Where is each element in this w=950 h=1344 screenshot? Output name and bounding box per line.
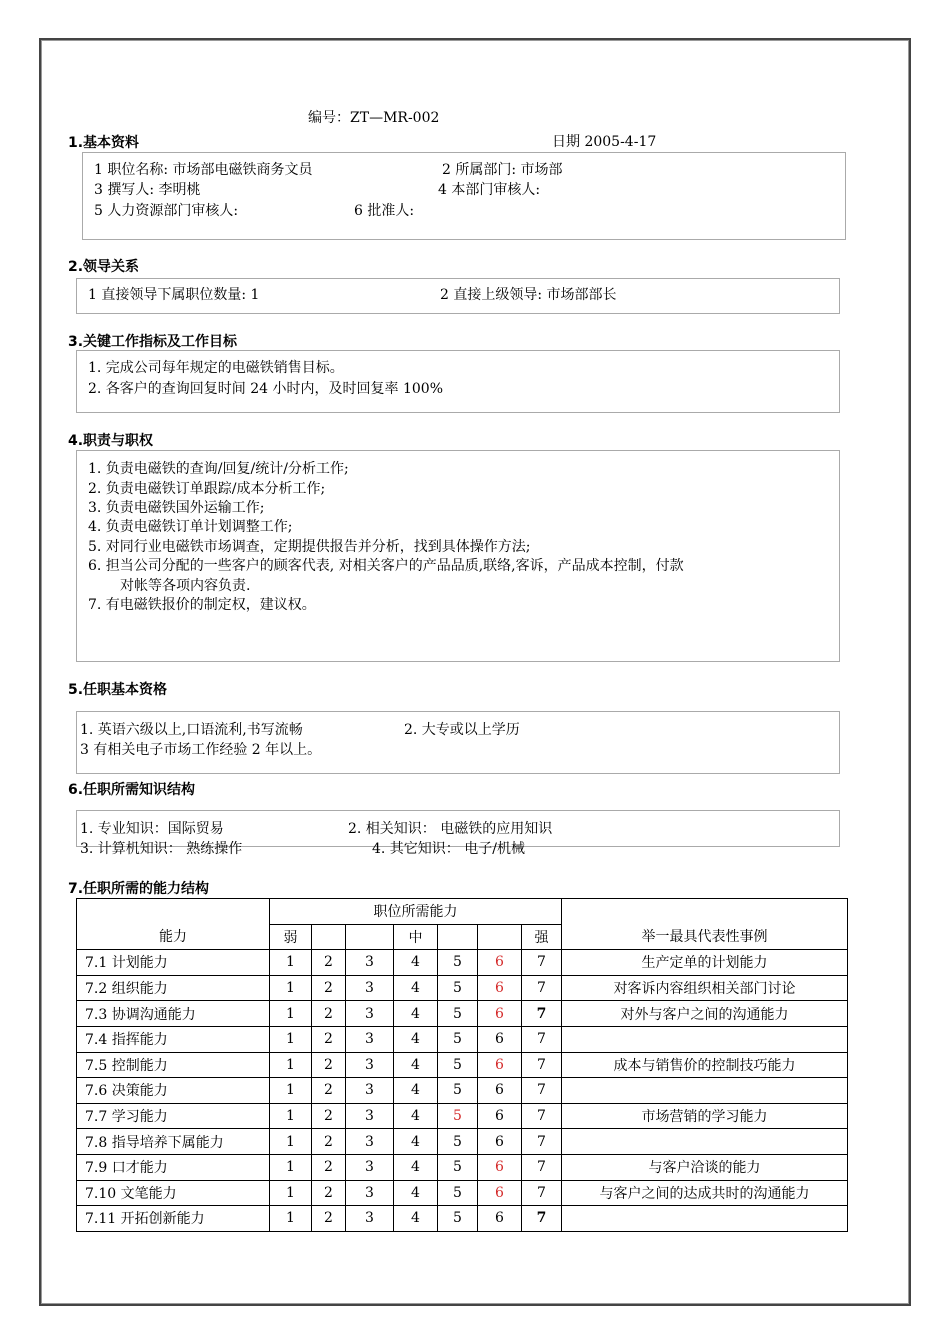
- ability-level-2: 2: [312, 1078, 346, 1104]
- duty-item: 5. 对同行业电磁铁市场调查，定期提供报告并分析，找到具体操作方法;: [88, 539, 531, 555]
- ability-level-7: 7: [522, 1154, 562, 1180]
- ability-name: 7.11 开拓创新能力: [77, 1206, 270, 1232]
- ability-level-5: 5: [438, 1129, 478, 1155]
- ability-level-3: 3: [346, 1103, 394, 1129]
- header-strong: 强: [522, 924, 562, 950]
- ability-level-1: 1: [270, 975, 312, 1001]
- ability-level-7: 7: [522, 1001, 562, 1027]
- header-blank: [438, 924, 478, 950]
- ability-row: [77, 1052, 848, 1078]
- ability-level-4: 4: [394, 1206, 438, 1232]
- ability-level-2: 2: [312, 1180, 346, 1206]
- ability-level-2: 2: [312, 950, 346, 976]
- knowledge-professional: 1. 专业知识：国际贸易: [80, 821, 224, 837]
- duty-item: 1. 负责电磁铁的查询/回复/统计/分析工作;: [88, 461, 349, 477]
- ability-level-5: 5: [438, 1078, 478, 1104]
- ability-level-5: 5: [438, 1052, 478, 1078]
- ability-level-1: 1: [270, 950, 312, 976]
- ability-row: [77, 1154, 848, 1180]
- ability-level-2: 2: [312, 1001, 346, 1027]
- ability-level-4: 4: [394, 1026, 438, 1052]
- section-1-title: 1.基本资料: [68, 135, 140, 151]
- knowledge-other: 4. 其它知识： 电子/机械: [372, 841, 525, 857]
- ability-level-3: 3: [346, 1129, 394, 1155]
- ability-level-7: 7: [522, 1129, 562, 1155]
- ability-level-6: 6: [478, 1206, 522, 1232]
- kpi-item: 1. 完成公司每年规定的电磁铁销售目标。: [88, 360, 344, 376]
- ability-level-4: 4: [394, 1154, 438, 1180]
- qualification-language: 1. 英语六级以上,口语流利,书写流畅: [80, 722, 303, 738]
- ability-name: 7.9 口才能力: [77, 1154, 270, 1180]
- ability-level-3: 3: [346, 1154, 394, 1180]
- ability-level-2: 2: [312, 1129, 346, 1155]
- ability-level-6: 6: [478, 1052, 522, 1078]
- ability-example: 与客户洽谈的能力: [562, 1154, 848, 1180]
- knowledge-related: 2. 相关知识： 电磁铁的应用知识: [348, 821, 553, 837]
- ability-level-7: 7: [522, 950, 562, 976]
- ability-level-3: 3: [346, 1026, 394, 1052]
- ability-row: [77, 1026, 848, 1052]
- direct-superior: 2 直接上级领导: 市场部部长: [440, 287, 617, 303]
- kpi-item: 2. 各客户的查询回复时间 24 小时内，及时回复率 100%: [88, 381, 443, 397]
- ability-row: [77, 1129, 848, 1155]
- ability-level-2: 2: [312, 1052, 346, 1078]
- header-blank: [478, 924, 522, 950]
- ability-level-2: 2: [312, 1026, 346, 1052]
- ability-level-1: 1: [270, 1001, 312, 1027]
- ability-example: 与客户之间的达成共时的沟通能力: [562, 1180, 848, 1206]
- ability-level-1: 1: [270, 1078, 312, 1104]
- ability-level-1: 1: [270, 1026, 312, 1052]
- ability-level-6: 6: [478, 1001, 522, 1027]
- ability-level-4: 4: [394, 1180, 438, 1206]
- ability-level-2: 2: [312, 1206, 346, 1232]
- duty-item-continuation: 对帐等各项内容负责.: [120, 578, 251, 594]
- ability-level-3: 3: [346, 1180, 394, 1206]
- ability-name: 7.7 学习能力: [77, 1103, 270, 1129]
- ability-name: 7.8 指导培养下属能力: [77, 1129, 270, 1155]
- ability-level-4: 4: [394, 975, 438, 1001]
- ability-level-7: 7: [522, 1180, 562, 1206]
- duty-item: 4. 负责电磁铁订单计划调整工作;: [88, 519, 293, 535]
- dept-reviewer: 4 本部门审核人:: [438, 182, 541, 198]
- ability-name: 7.4 指挥能力: [77, 1026, 270, 1052]
- ability-name: 7.6 决策能力: [77, 1078, 270, 1104]
- ability-level-5: 5: [438, 1103, 478, 1129]
- ability-level-1: 1: [270, 1052, 312, 1078]
- header-ability: 能力: [77, 899, 270, 950]
- ability-example: 生产定单的计划能力: [562, 950, 848, 976]
- ability-table: [76, 898, 848, 1232]
- ability-row: [77, 1001, 848, 1027]
- ability-level-5: 5: [438, 1206, 478, 1232]
- ability-level-4: 4: [394, 1103, 438, 1129]
- header-mid: 中: [394, 924, 438, 950]
- ability-level-5: 5: [438, 1180, 478, 1206]
- ability-example: [562, 1206, 848, 1232]
- ability-level-6: 6: [478, 1026, 522, 1052]
- subordinates-count: 1 直接领导下属职位数量: 1: [88, 287, 260, 303]
- ability-level-2: 2: [312, 1103, 346, 1129]
- ability-level-1: 1: [270, 1206, 312, 1232]
- section-2-title: 2.领导关系: [68, 259, 140, 275]
- ability-level-1: 1: [270, 1154, 312, 1180]
- ability-level-7: 7: [522, 1206, 562, 1232]
- hr-reviewer: 5 人力资源部门审核人:: [94, 203, 239, 219]
- ability-level-2: 2: [312, 1154, 346, 1180]
- header-required-ability: 职位所需能力: [270, 899, 562, 925]
- ability-level-7: 7: [522, 1078, 562, 1104]
- duty-item: 2. 负责电磁铁订单跟踪/成本分析工作;: [88, 481, 326, 497]
- ability-level-6: 6: [478, 975, 522, 1001]
- section-5-title: 5.任职基本资格: [68, 682, 168, 698]
- doc-number: 编号：ZT—MR-002: [308, 110, 440, 126]
- ability-example: 对外与客户之间的沟通能力: [562, 1001, 848, 1027]
- author: 3 撰写人: 李明桃: [94, 182, 201, 198]
- section-6-title: 6.任职所需知识结构: [68, 782, 196, 798]
- header-example: 举一最具代表性事例: [562, 899, 848, 950]
- ability-example: [562, 1129, 848, 1155]
- ability-row: [77, 975, 848, 1001]
- ability-level-6: 6: [478, 1180, 522, 1206]
- approver: 6 批准人:: [354, 203, 415, 219]
- header-weak: 弱: [270, 924, 312, 950]
- ability-level-5: 5: [438, 1154, 478, 1180]
- ability-level-5: 5: [438, 975, 478, 1001]
- ability-name: 7.1 计划能力: [77, 950, 270, 976]
- ability-level-5: 5: [438, 1001, 478, 1027]
- ability-name: 7.3 协调沟通能力: [77, 1001, 270, 1027]
- ability-example: 成本与销售价的控制技巧能力: [562, 1052, 848, 1078]
- ability-level-6: 6: [478, 1129, 522, 1155]
- ability-row: [77, 1078, 848, 1104]
- qualification-education: 2. 大专或以上学历: [404, 722, 520, 738]
- ability-level-4: 4: [394, 950, 438, 976]
- ability-level-6: 6: [478, 1103, 522, 1129]
- ability-level-3: 3: [346, 1052, 394, 1078]
- header-blank: [312, 924, 346, 950]
- ability-level-1: 1: [270, 1103, 312, 1129]
- section-4-title: 4.职责与职权: [68, 433, 154, 449]
- duty-item: 7. 有电磁铁报价的制定权，建议权。: [88, 597, 316, 613]
- ability-level-4: 4: [394, 1078, 438, 1104]
- ability-level-6: 6: [478, 1154, 522, 1180]
- ability-level-3: 3: [346, 950, 394, 976]
- ability-level-4: 4: [394, 1001, 438, 1027]
- ability-level-5: 5: [438, 1026, 478, 1052]
- ability-level-3: 3: [346, 1001, 394, 1027]
- ability-example: [562, 1078, 848, 1104]
- header-blank: [346, 924, 394, 950]
- section-7-title: 7.任职所需的能力结构: [68, 881, 210, 897]
- duty-item: 3. 负责电磁铁国外运输工作;: [88, 500, 265, 516]
- ability-row: [77, 950, 848, 976]
- ability-level-2: 2: [312, 975, 346, 1001]
- doc-date: 日期 2005-4-17: [552, 134, 657, 150]
- ability-level-3: 3: [346, 1206, 394, 1232]
- ability-level-4: 4: [394, 1129, 438, 1155]
- ability-level-7: 7: [522, 1103, 562, 1129]
- ability-example: 市场营销的学习能力: [562, 1103, 848, 1129]
- ability-level-7: 7: [522, 975, 562, 1001]
- ability-row: [77, 1206, 848, 1232]
- ability-level-6: 6: [478, 1078, 522, 1104]
- qualification-experience: 3 有相关电子市场工作经验 2 年以上。: [80, 742, 322, 758]
- ability-level-4: 4: [394, 1052, 438, 1078]
- section-3-title: 3.关键工作指标及工作目标: [68, 334, 238, 350]
- ability-level-3: 3: [346, 975, 394, 1001]
- ability-level-7: 7: [522, 1052, 562, 1078]
- ability-example: 对客诉内容组织相关部门讨论: [562, 975, 848, 1001]
- ability-level-3: 3: [346, 1078, 394, 1104]
- ability-row: [77, 1103, 848, 1129]
- ability-name: 7.2 组织能力: [77, 975, 270, 1001]
- position-name: 1 职位名称: 市场部电磁铁商务文员: [94, 162, 313, 178]
- ability-level-1: 1: [270, 1180, 312, 1206]
- ability-name: 7.10 文笔能力: [77, 1180, 270, 1206]
- ability-level-1: 1: [270, 1129, 312, 1155]
- ability-row: [77, 1180, 848, 1206]
- ability-name: 7.5 控制能力: [77, 1052, 270, 1078]
- ability-level-6: 6: [478, 950, 522, 976]
- ability-level-7: 7: [522, 1026, 562, 1052]
- knowledge-computer: 3. 计算机知识： 熟练操作: [80, 841, 243, 857]
- ability-example: [562, 1026, 848, 1052]
- ability-level-5: 5: [438, 950, 478, 976]
- duty-item: 6. 担当公司分配的一些客户的顾客代表, 对相关客户的产品品质,联络,客诉，产品成本控制，付款: [88, 558, 684, 574]
- department: 2 所属部门: 市场部: [442, 162, 563, 178]
